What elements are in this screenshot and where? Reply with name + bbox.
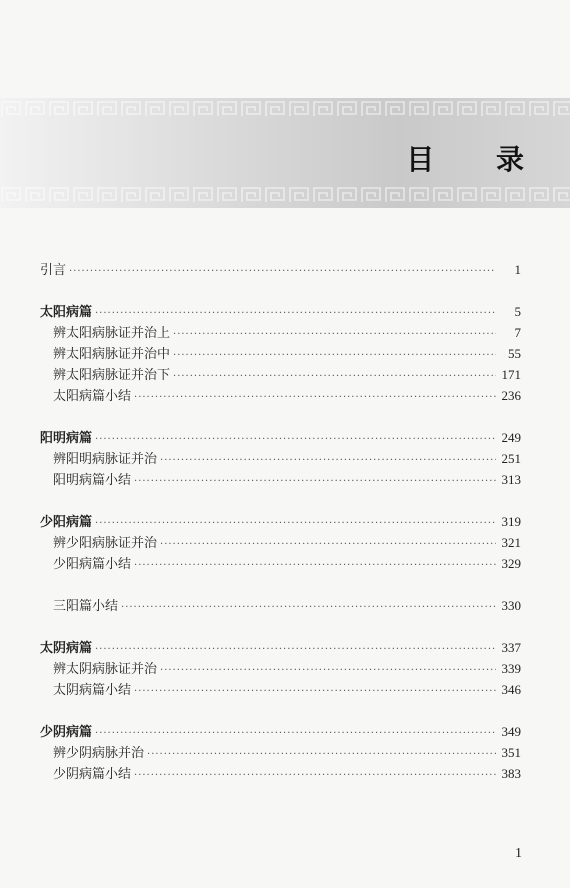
toc-entry[interactable]: [40, 364, 521, 385]
toc-entry-page: 321: [501, 535, 521, 550]
toc-section-entry[interactable]: [40, 259, 521, 280]
toc-entry-label: 少阳病篇: [40, 515, 93, 530]
toc-gap: [40, 490, 521, 511]
toc-section-entry[interactable]: [40, 301, 521, 322]
dot-leader: [173, 324, 496, 345]
toc-gap: [40, 574, 521, 595]
toc-entry[interactable]: [40, 553, 521, 574]
toc-entry-page: 7: [514, 325, 521, 340]
dot-leader: [69, 261, 496, 282]
toc-entry-page: 55: [508, 346, 521, 361]
toc-entry-label: 引言: [40, 263, 67, 278]
toc-entry-label: 辨少阳病脉证并治: [53, 536, 158, 551]
dot-leader: [95, 429, 496, 450]
toc-entry-label: 太阳病篇: [40, 305, 93, 320]
toc-entry-label: 辨太阳病脉证并治中: [53, 347, 171, 362]
toc-entry-page: 236: [501, 388, 521, 403]
dot-leader: [160, 660, 496, 681]
toc-entry-page: 329: [501, 556, 521, 571]
dot-leader: [134, 765, 496, 786]
toc-entry-page: 313: [501, 472, 521, 487]
dot-leader: [134, 387, 496, 408]
toc-entry[interactable]: [40, 763, 521, 784]
toc-entry[interactable]: [40, 322, 521, 343]
toc-gap: [40, 700, 521, 721]
toc-entry[interactable]: [40, 448, 521, 469]
toc-section-entry[interactable]: [40, 721, 521, 742]
toc-entry[interactable]: [40, 469, 521, 490]
toc-entry[interactable]: [40, 679, 521, 700]
toc-entry[interactable]: [40, 343, 521, 364]
fret-border-bottom: [0, 186, 570, 204]
toc-entry-label: 少阴病篇小结: [53, 767, 132, 782]
toc-entry-label: 三阳篇小结: [53, 599, 119, 614]
toc-gap: [40, 280, 521, 301]
toc-entry-label: 太阴病篇: [40, 641, 93, 656]
toc-entry[interactable]: [40, 658, 521, 679]
toc-entry-page: 249: [501, 430, 521, 445]
toc-entry-label: 阳明病篇: [40, 431, 93, 446]
toc-entry-label: 少阳病篇小结: [53, 557, 132, 572]
toc-section-entry[interactable]: [40, 637, 521, 658]
toc-entry[interactable]: [40, 595, 521, 616]
toc-gap: [40, 406, 521, 427]
page-number: 1: [515, 846, 522, 861]
toc-entry-page: 349: [501, 724, 521, 739]
toc-entry-page: 1: [514, 262, 521, 277]
toc-entry-page: 5: [514, 304, 521, 319]
dot-leader: [121, 597, 496, 618]
toc-entry-page: 351: [501, 745, 521, 760]
toc-entry-label: 辨太阳病脉证并治上: [53, 326, 171, 341]
toc-entry-page: 383: [501, 766, 521, 781]
page-title: 目 录: [406, 143, 550, 176]
table-of-contents: [40, 259, 521, 784]
dot-leader: [134, 555, 496, 576]
dot-leader: [147, 744, 496, 765]
toc-entry-page: 330: [501, 598, 521, 613]
toc-entry-label: 辨太阳病脉证并治下: [53, 368, 171, 383]
toc-entry[interactable]: [40, 532, 521, 553]
toc-entry[interactable]: [40, 742, 521, 763]
dot-leader: [134, 471, 496, 492]
dot-leader: [95, 513, 496, 534]
toc-entry-page: 319: [501, 514, 521, 529]
toc-entry-page: 337: [501, 640, 521, 655]
dot-leader: [134, 681, 496, 702]
toc-entry-label: 阳明病篇小结: [53, 473, 132, 488]
dot-leader: [95, 303, 496, 324]
dot-leader: [173, 345, 496, 366]
toc-entry-page: 339: [501, 661, 521, 676]
dot-leader: [160, 534, 496, 555]
toc-entry-page: 346: [501, 682, 521, 697]
toc-gap: [40, 616, 521, 637]
toc-entry[interactable]: [40, 385, 521, 406]
toc-section-entry[interactable]: [40, 427, 521, 448]
toc-entry-label: 辨太阴病脉证并治: [53, 662, 158, 677]
toc-section-entry[interactable]: [40, 511, 521, 532]
toc-entry-page: 251: [501, 451, 521, 466]
toc-entry-label: 辨少阴病脉并治: [53, 746, 145, 761]
toc-entry-label: 太阳病篇小结: [53, 389, 132, 404]
dot-leader: [173, 366, 496, 387]
toc-entry-label: 辨阳明病脉证并治: [53, 452, 158, 467]
dot-leader: [160, 450, 496, 471]
toc-entry-label: 少阴病篇: [40, 725, 93, 740]
toc-entry-label: 太阴病篇小结: [53, 683, 132, 698]
dot-leader: [95, 723, 496, 744]
fret-border-top: [0, 100, 570, 118]
toc-entry-page: 171: [501, 367, 521, 382]
dot-leader: [95, 639, 496, 660]
